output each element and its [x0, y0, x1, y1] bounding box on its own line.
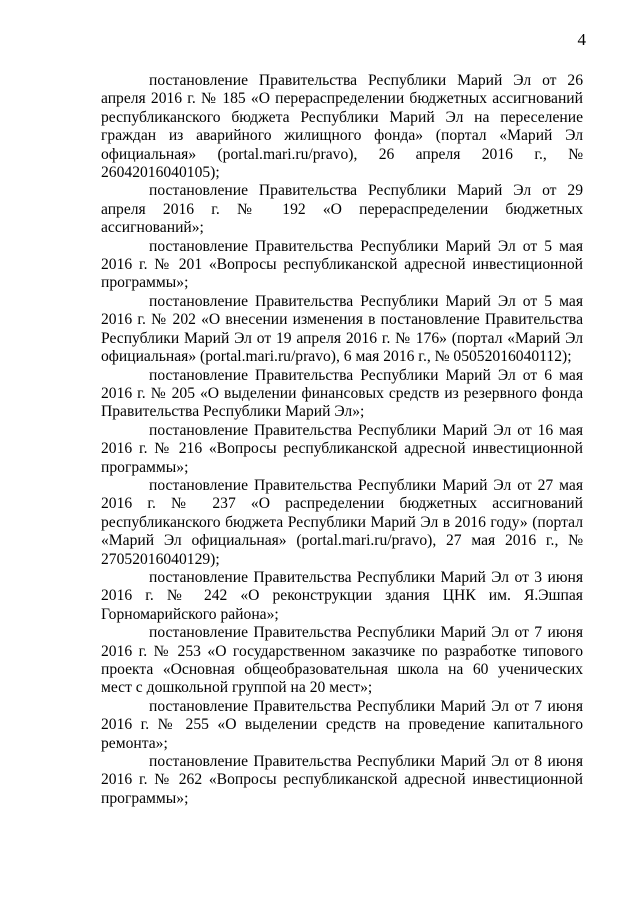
paragraph: постановление Правительства Республики Марий Эл от 3 июня 2016 г. № 242 «О реконструкции здания ЦНК им. Я.Эшпая Горномарийского района»;	[101, 568, 583, 623]
paragraph: постановление Правительства Республики Марий Эл от 16 мая 2016 г. № 216 «Вопросы республиканской адресной инвестиционной программы»;	[101, 421, 583, 476]
paragraph: постановление Правительства Республики Марий Эл от 27 мая 2016 г. № 237 «О распределении бюджетных ассигнований республиканского бюджета Республики Марий Эл в 2016 году» (портал «Марий Эл официальная» (portal.mari.ru/pravo), 27 мая 2016 г., № 27052016040129);	[101, 476, 583, 568]
paragraph: постановление Правительства Республики Марий Эл от 29 апреля 2016 г. № 192 «О перераспределении бюджетных ассигнований»;	[101, 182, 583, 237]
paragraph: постановление Правительства Республики Марий Эл от 5 мая 2016 г. № 202 «О внесении изменения в постановление Правительства Республики Марий Эл от 19 апреля 2016 г. № 176» (портал «Марий Эл официальная» (portal.mari.ru/pravo), 6 мая 2016 г., № 05052016040112);	[101, 292, 583, 366]
page-number: 4	[577, 30, 586, 49]
paragraph: постановление Правительства Республики Марий Эл от 8 июня 2016 г. № 262 «Вопросы республиканской адресной инвестиционной программы»;	[101, 753, 583, 807]
paragraph: постановление Правительства Республики Марий Эл от 5 мая 2016 г. № 201 «Вопросы республиканской адресной инвестиционной программы»;	[101, 237, 583, 292]
paragraph: постановление Правительства Республики Марий Эл от 7 июня 2016 г. № 253 «О государственном заказчике по разработке типового проекта «Основная общеобразовательная школа на 60 ученических мест с дошкольной группой на 20 мест»;	[101, 624, 583, 697]
paragraph: постановление Правительства Республики Марий Эл от 26 апреля 2016 г. № 185 «О перераспределении бюджетных ассигнований республиканского бюджета Республики Марий Эл на переселение граждан из аварийного жилищного фонда» (портал «Марий Эл официальная» (portal.mari.ru/pravo), 26 апреля 2016 г., № 26042016040105);	[101, 72, 583, 182]
document-body	[101, 72, 583, 808]
paragraph: постановление Правительства Республики Марий Эл от 6 мая 2016 г. № 205 «О выделении финансовых средств из резервного фонда Правительства Республики Марий Эл»;	[101, 366, 583, 421]
paragraph: постановление Правительства Республики Марий Эл от 7 июня 2016 г. № 255 «О выделении средств на проведение капитального ремонта»;	[101, 697, 583, 752]
